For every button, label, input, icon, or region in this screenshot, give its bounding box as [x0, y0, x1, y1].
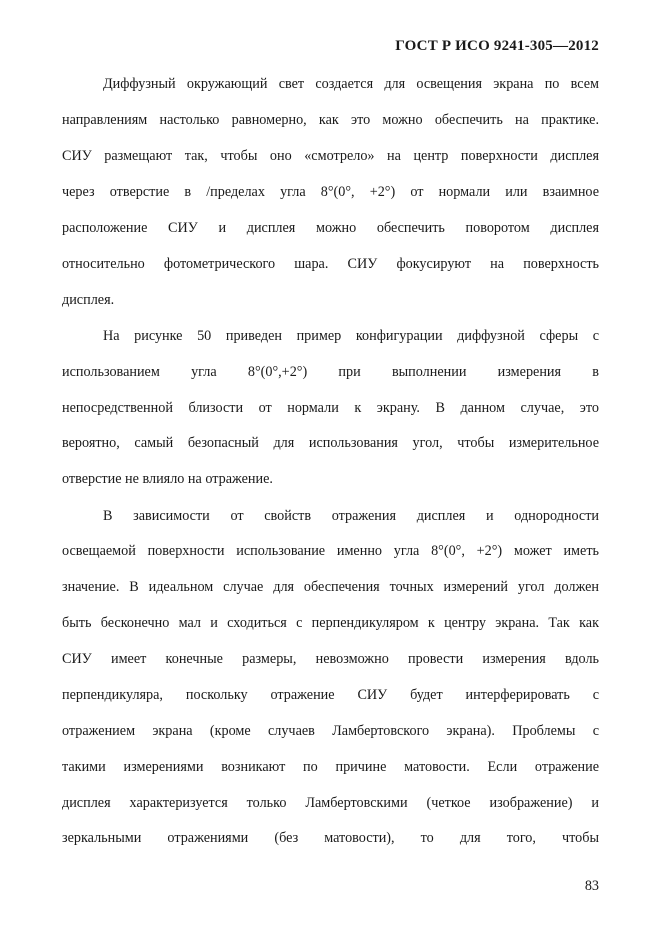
paragraph-1-line-1: Диффузный окружающий свет создается для освещения экрана по всем — [103, 76, 599, 92]
paragraph-1-line-7: дисплея. — [62, 292, 115, 308]
paragraph-3-line-1: В зависимости от свойств отражения дисплея и однородности — [103, 508, 599, 524]
paragraph-2-line-2: использованием угла 8°(0°,+2°) при выполнении измерения в — [62, 364, 599, 380]
paragraph-2-line-1: На рисунке 50 приведен пример конфигурации диффузной сферы с — [103, 328, 599, 344]
paragraph-3-line-3: значение. В идеальном случае для обеспечения точных измерений угол должен — [62, 579, 599, 595]
paragraph-3-line-9: дисплея характеризуется только Ламбертовскими (четкое изображение) и — [62, 795, 599, 811]
paragraph-1-line-3: СИУ размещают так, чтобы оно «смотрело» на центр поверхности дисплея — [62, 148, 599, 164]
paragraph-3-line-5: СИУ имеет конечные размеры, невозможно провести измерения вдоль — [62, 651, 599, 667]
paragraph-3-line-4: быть бесконечно мал и сходиться с перпендикуляром к центру экрана. Так как — [62, 615, 599, 631]
paragraph-3-line-6: перпендикуляра, поскольку отражение СИУ будет интерферировать с — [62, 687, 599, 703]
paragraph-2-line-3: непосредственной близости от нормали к экрану. В данном случае, это — [62, 400, 599, 416]
paragraph-3-line-10: зеркальными отражениями (без матовости), то для того, чтобы — [62, 830, 599, 846]
paragraph-1-line-5: расположение СИУ и дисплея можно обеспечить поворотом дисплея — [62, 220, 599, 236]
paragraph-1-line-2: направлениям настолько равномерно, как это можно обеспечить на практике. — [62, 112, 599, 128]
paragraph-3-line-7: отражением экрана (кроме случаев Ламбертовского экрана). Проблемы с — [62, 723, 599, 739]
paragraph-1-line-4: через отверстие в /пределах угла 8°(0°, +2°) от нормали или взаимное — [62, 184, 599, 200]
paragraph-2-line-4: вероятно, самый безопасный для использования угол, чтобы измерительное — [62, 435, 599, 451]
paragraph-3-line-8: такими измерениями возникают по причине матовости. Если отражение — [62, 759, 599, 775]
paragraph-1-line-6: относительно фотометрического шара. СИУ фокусируют на поверхность — [62, 256, 599, 272]
page-header-standard: ГОСТ Р ИСО 9241-305—2012 — [395, 38, 599, 54]
paragraph-2-line-5: отверстие не влияло на отражение. — [62, 471, 273, 487]
page-number: 83 — [584, 878, 599, 894]
paragraph-3-line-2: освещаемой поверхности использование именно угла 8°(0°, +2°) может иметь — [62, 543, 599, 559]
